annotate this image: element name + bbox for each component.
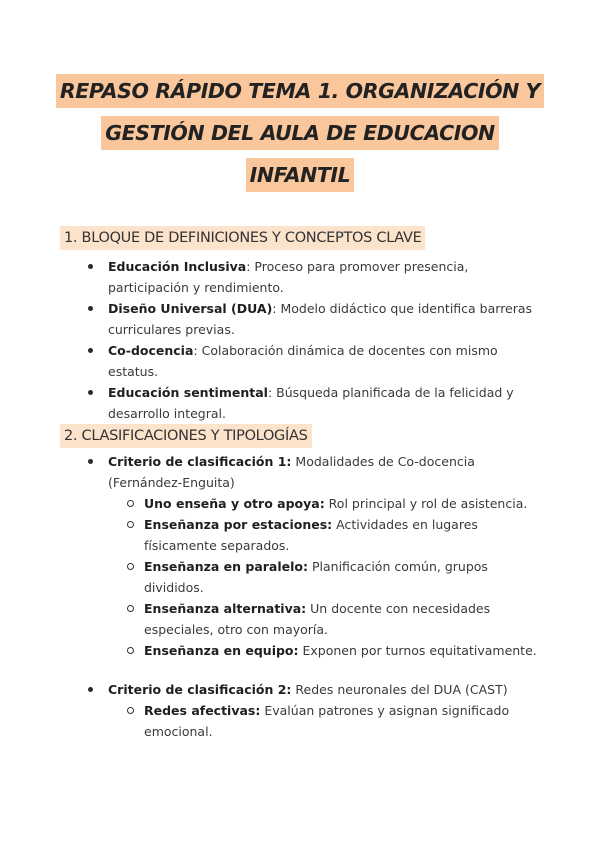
sub-list-item: Enseñanza en paralelo: Planificación común, grupos divididos.: [108, 556, 538, 598]
list-item: Educación Inclusiva: Proceso para promover presencia, participación y rendimiento.: [86, 256, 538, 298]
sub-list-item: Uno enseña y otro apoya: Rol principal y rol de asistencia.: [108, 493, 538, 514]
sub-list: [108, 493, 538, 661]
sub-list-item: Redes afectivas: Evalúan patrones y asignan significado emocional.: [108, 700, 538, 742]
bullet-icon: [88, 348, 93, 353]
bullet-icon: [88, 306, 93, 311]
list-item: Diseño Universal (DUA): Modelo didáctico que identifica barreras curriculares previas.: [86, 298, 538, 340]
title-line-1: REPASO RÁPIDO TEMA 1. ORGANIZACIÓN Y: [56, 74, 544, 108]
section-2-heading: 2. CLASIFICACIONES Y TIPOLOGÍAS: [60, 424, 312, 448]
bullet-icon: [88, 687, 93, 692]
title-line-3: INFANTIL: [246, 158, 355, 192]
sub-list-item: Enseñanza en equipo: Exponen por turnos equitativamente.: [108, 640, 538, 661]
bullet-icon: [88, 459, 93, 464]
list-item: Criterio de clasificación 1: Modalidades de Co-docencia (Fernández-Enguita) Uno enseña y otro apoya: Rol principal y rol de asistencia. Enseñanza por estaciones: Actividades en lugares físicamente separados. Enseñanza en paralelo: Planificación común, grupos divididos. Enseñanza alternativa: Un docente con necesidades especiales, otro con mayoría. Enseñanza en equipo: Exponen por turnos equitativamente.: [86, 451, 538, 661]
circle-bullet-icon: [127, 500, 134, 507]
circle-bullet-icon: [127, 707, 134, 714]
section-1-heading: 1. BLOQUE DE DEFINICIONES Y CONCEPTOS CLAVE: [60, 226, 425, 250]
sub-list: [108, 700, 538, 742]
circle-bullet-icon: [127, 563, 134, 570]
list-item: Criterio de clasificación 2: Redes neuronales del DUA (CAST) Redes afectivas: Evalúan patrones y asignan significado emocional.: [86, 679, 538, 742]
circle-bullet-icon: [127, 605, 134, 612]
list-item: Educación sentimental: Búsqueda planificada de la felicidad y desarrollo integral.: [86, 382, 538, 424]
title-line-2: GESTIÓN DEL AULA DE EDUCACION: [101, 116, 499, 150]
bullet-icon: [88, 390, 93, 395]
circle-bullet-icon: [127, 521, 134, 528]
sub-list-item: Enseñanza alternativa: Un docente con necesidades especiales, otro con mayoría.: [108, 598, 538, 640]
sub-list-item: Enseñanza por estaciones: Actividades en lugares físicamente separados.: [108, 514, 538, 556]
classification-list-1: [86, 451, 538, 661]
document-title: [40, 72, 560, 198]
bullet-icon: [88, 264, 93, 269]
definitions-list: [86, 256, 538, 424]
circle-bullet-icon: [127, 647, 134, 654]
list-item: Co-docencia: Colaboración dinámica de docentes con mismo estatus.: [86, 340, 538, 382]
classification-list-2: [86, 679, 538, 742]
